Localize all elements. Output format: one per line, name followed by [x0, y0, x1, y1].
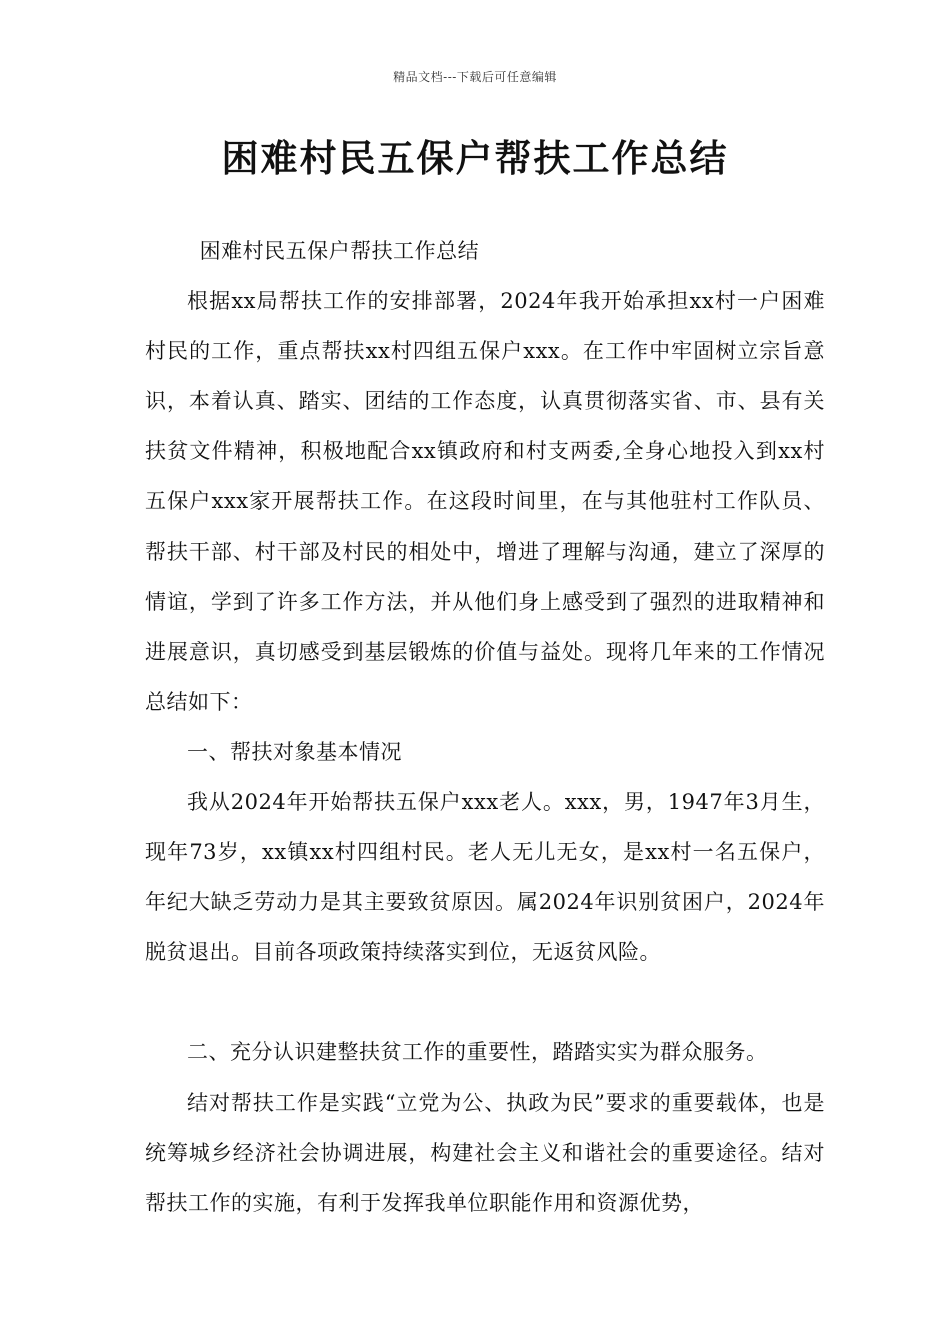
paragraph-basic-info: 我从2024年开始帮扶五保户xxx老人。xxx，男，1947年3月生，现年73岁，xx镇xx村四组村民。老人无儿无女，是xx村一名五保户，年纪大缺乏劳动力是其主要致贫原因。属2024年识别贫困户，2024年脱贫退出。目前各项政策持续落实到位，无返贫风险。: [145, 790, 825, 965]
document-body: [145, 226, 825, 1228]
header-note: 精品文档---下载后可任意编辑: [393, 70, 557, 84]
paragraph-importance: 结对帮扶工作是实践“立党为公、执政为民”要求的重要载体，也是统筹城乡经济社会协调进展，构建社会主义和谐社会的重要途径。结对帮扶工作的实施，有利于发挥我单位职能作用和资源优势，: [145, 1090, 825, 1215]
paragraph-gap: [145, 977, 825, 1027]
section-heading-2: 二、充分认识建整扶贫工作的重要性，踏踏实实为群众服务。: [187, 1040, 768, 1065]
document-title: 困难村民五保户帮扶工作总结: [221, 137, 729, 180]
body-subtitle: 困难村民五保户帮扶工作总结: [199, 239, 480, 263]
section-heading-1: 一、帮扶对象基本情况: [187, 739, 402, 764]
paragraph-intro: 根据xx局帮扶工作的安排部署，2024年我开始承担xx村一户困难村民的工作，重点帮扶xx村四组五保户xxx。在工作中牢固树立宗旨意识，本着认真、踏实、团结的工作态度，认真贯彻落实省、市、县有关扶贫文件精神，积极地配合xx镇政府和村支两委,全身心地投入到xx村五保户xxx家开展帮扶工作。在这段时间里，在与其他驻村工作队员、帮扶干部、村干部及村民的相处中，增进了理解与沟通，建立了深厚的情谊，学到了许多工作方法，并从他们身上感受到了强烈的进取精神和进展意识，真切感受到基层锻炼的价值与益处。现将几年来的工作情况总结如下：: [145, 289, 825, 714]
